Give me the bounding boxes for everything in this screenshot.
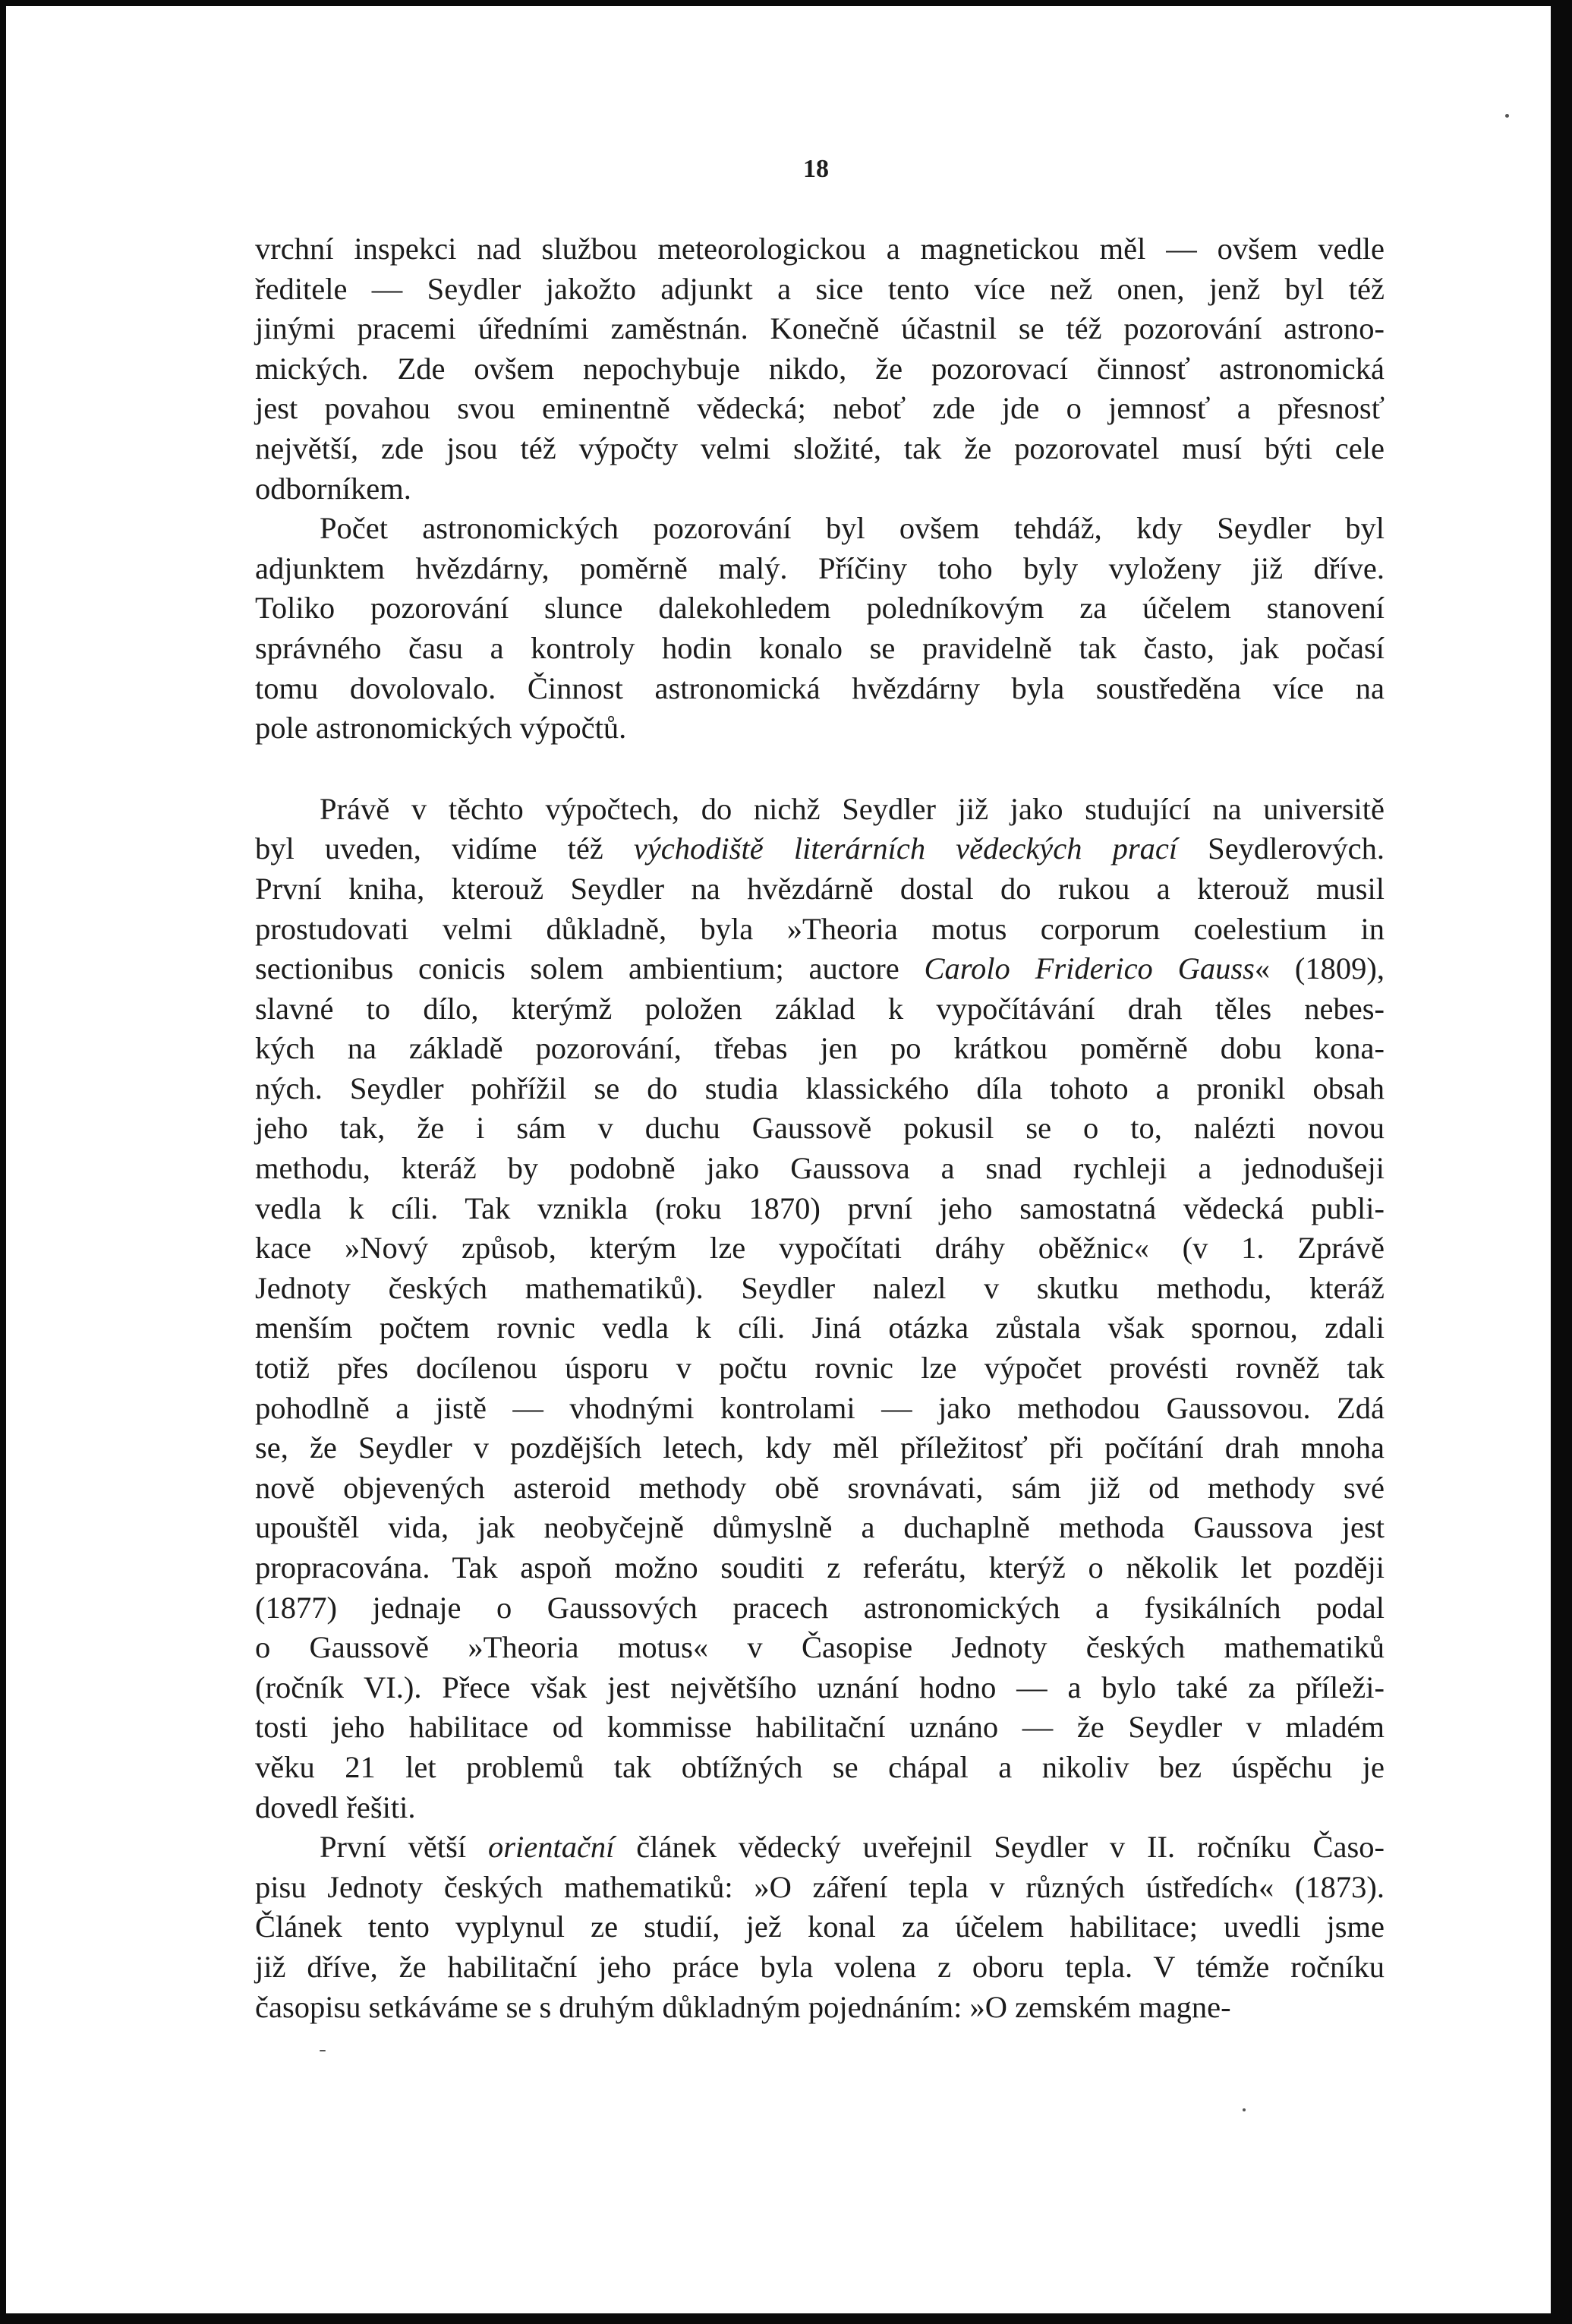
text-line: Toliko pozorování slunce dalekohledem poledníkovým za účelem stanovení: [255, 591, 1385, 626]
text-line: kých na základě pozorování, třebas jen po krátkou poměrně dobu kona-: [255, 1031, 1385, 1066]
text-run: sectionibus conicis solem ambientium; auctore: [255, 951, 925, 986]
text-line: kace »Nový způsob, kterým lze vypočítati dráhy oběžnic« (v 1. Zprávě: [255, 1231, 1385, 1266]
text-line: vedla k cíli. Tak vznikla (roku 1870) první jeho samostatná vědecká publi-: [255, 1190, 1385, 1225]
text-line: vrchní inspekci nad službou meteorologickou a magnetickou měl — ovšem vedle: [255, 232, 1385, 266]
text-line: První kniha, kterouž Seydler na hvězdárně dostal do rukou a kterouž musil: [255, 871, 1385, 906]
text-line: tosti jeho habilitace od kommisse habilitační uznáno — že Seydler v mladém: [255, 1710, 1385, 1745]
text-line: věku 21 let problemů tak obtížných se chápal a nikoliv bez úspěchu je: [255, 1749, 1385, 1784]
body-text: [255, 229, 1385, 2027]
text-line: totiž přes docílenou úsporu v počtu rovnic lze výpočet provésti rovněž tak: [255, 1351, 1385, 1386]
text-line: již dříve, že habilitační jeho práce byla volena z oboru tepla. V témže ročníku: [255, 1949, 1385, 1984]
text-line: Jednoty českých mathematiků). Seydler nalezl v skutku methodu, kteráž: [255, 1270, 1385, 1305]
text-line: tomu dovolovalo. Činnost astronomická hvězdárny byla soustředěna více na: [255, 670, 1385, 705]
text-line: dovedl řešiti.: [255, 1790, 416, 1824]
text-run: První větší: [320, 1830, 488, 1865]
emphasized-text: Carolo Friderico Gauss: [924, 951, 1255, 986]
scan-border-bottom: [0, 2313, 1572, 2324]
text-line: Počet astronomických pozorování byl ovšem tehdáž, kdy Seydler byl: [320, 511, 1385, 546]
emphasized-text: východiště literárních vědeckých prací: [633, 831, 1178, 866]
text-line: menším počtem rovnic vedla k cíli. Jiná otázka zůstala však spornou, zdali: [255, 1310, 1385, 1345]
text-line: odborníkem.: [255, 471, 411, 506]
text-run: Seydlerových.: [1177, 831, 1385, 866]
page-number: 18: [803, 155, 829, 183]
text-line: pisu Jednoty českých mathematiků: »O záření tepla v různých ústředích« (1873).: [255, 1869, 1385, 1904]
scan-speck: [1243, 2108, 1246, 2111]
text-line: se, že Seydler v pozdějších letech, kdy měl příležitosť při počítání drah mnoha: [255, 1430, 1385, 1465]
text-line: (ročník VI.). Přece však jest největšího uznání hodno — a bylo také za příleži-: [255, 1670, 1385, 1704]
text-line: časopisu setkáváme se s druhým důkladným pojednáním: »O zemském magne-: [255, 1989, 1231, 2024]
text-run: článek vědecký uveřejnil Seydler v II. ročníku Časo-: [614, 1830, 1385, 1865]
text-line: největší, zde jsou též výpočty velmi složité, tak že pozorovatel musí býti cele: [255, 430, 1385, 465]
text-line: Článek tento vyplynul ze studií, jež konal za účelem habilitace; uvedli jsme: [255, 1909, 1385, 1944]
text-line: [255, 949, 1385, 989]
text-line: methodu, kteráž by podobně jako Gaussova a snad rychleji a jednodušeji: [255, 1151, 1385, 1186]
paragraph-gap: [255, 749, 1385, 790]
text-run: byl uveden, vidíme též: [255, 831, 634, 866]
text-line: (1877) jednaje o Gaussových pracech astronomických a fysikálních podal: [255, 1590, 1385, 1625]
text-line: jeho tak, že i sám v duchu Gaussově pokusil se o to, nalézti novou: [255, 1111, 1385, 1146]
scan-speck: [320, 2050, 326, 2051]
scan-border-right: [1551, 0, 1572, 2324]
scan-border-left: [0, 0, 6, 2324]
scan-border-top: [0, 0, 1572, 6]
text-line: propracována. Tak aspoň možno souditi z referátu, kterýž o několik let později: [255, 1550, 1385, 1585]
text-run: « (1809),: [1254, 951, 1385, 986]
scan-speck: [1505, 114, 1509, 118]
text-line: o Gaussově »Theoria motus« v Časopise Jednoty českých mathematiků: [255, 1630, 1385, 1665]
emphasized-text: orientační: [487, 1830, 615, 1865]
text-line: pohodlně a jistě — vhodnými kontrolami — jako methodou Gaussovou. Zdá: [255, 1390, 1385, 1425]
paragraph: [255, 229, 1385, 509]
text-line: slavné to dílo, kterýmž položen základ k vypočítávání drah těles nebes-: [255, 991, 1385, 1026]
text-line: ných. Seydler pohřížil se do studia klassického díla tohoto a pronikl obsah: [255, 1071, 1385, 1105]
text-line: [255, 1827, 1385, 1868]
text-line: upouštěl vida, jak neobyčejně důmyslně a duchaplně methoda Gaussova jest: [255, 1510, 1385, 1545]
paragraph: [255, 1827, 1385, 2027]
paragraph: [255, 509, 1385, 749]
text-line: mických. Zde ovšem nepochybuje nikdo, že pozorovací činnosť astronomická: [255, 351, 1385, 386]
text-line: nově objevených asteroid methody obě srovnávati, sám již od methody své: [255, 1470, 1385, 1505]
text-line: správného času a kontroly hodin konalo se pravidelně tak často, jak počasí: [255, 630, 1385, 665]
text-line: jinými pracemi úředními zaměstnán. Konečně účastnil se též pozorování astrono-: [255, 311, 1385, 346]
text-line: jest povahou svou eminentně vědecká; neboť zde jde o jemnosť a přesnosť: [255, 391, 1385, 426]
paragraph: [255, 790, 1385, 1827]
text-line: pole astronomických výpočtů.: [255, 711, 627, 746]
text-line: [255, 829, 1385, 869]
text-line: prostudovati velmi důkladně, byla »Theoria motus corporum coelestium in: [255, 911, 1385, 946]
text-line: adjunktem hvězdárny, poměrně malý. Příčiny toho byly vyloženy již dříve.: [255, 550, 1385, 585]
text-line: Právě v těchto výpočtech, do nichž Seydler již jako studující na universitě: [320, 791, 1385, 826]
text-line: ředitele — Seydler jakožto adjunkt a sice tento více než onen, jenž byl též: [255, 271, 1385, 306]
